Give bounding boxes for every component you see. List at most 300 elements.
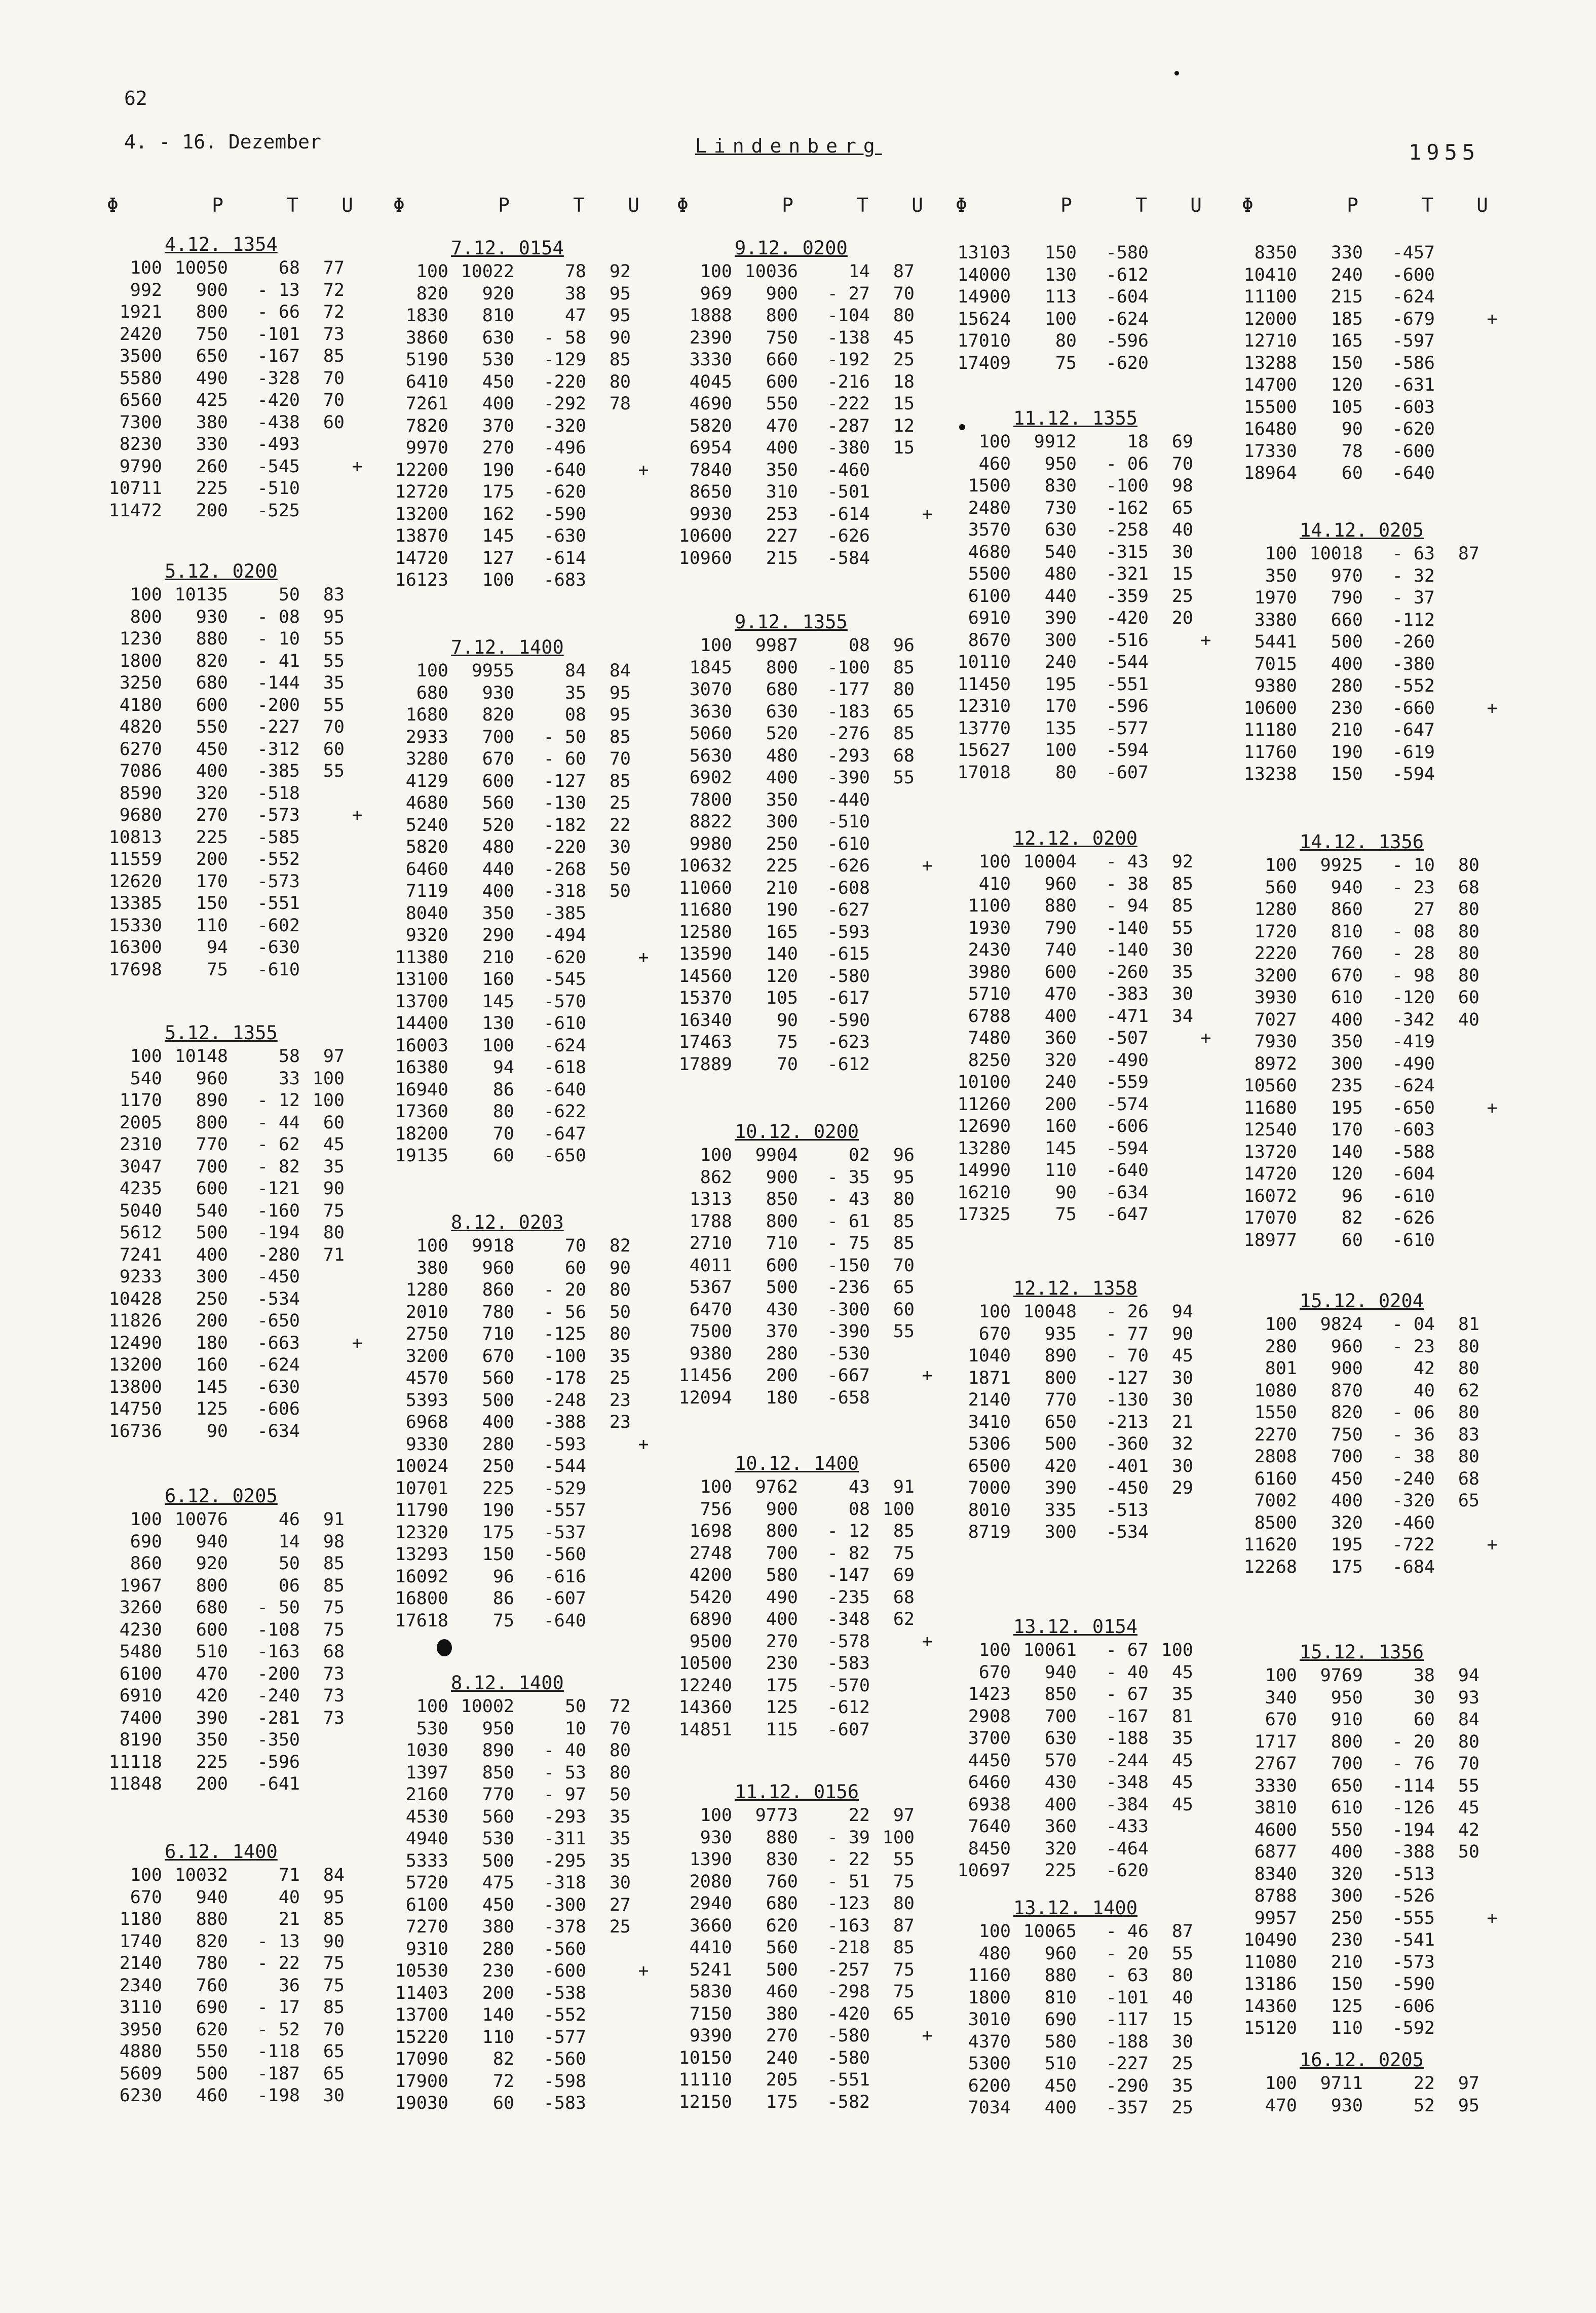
cell-temperature: -260 xyxy=(1392,632,1435,652)
table-row xyxy=(674,393,940,415)
cell-flag xyxy=(1193,330,1219,353)
cell-humidity xyxy=(1435,719,1479,742)
cell-temperature: -624 xyxy=(1392,1076,1435,1096)
cell-humidity xyxy=(870,1010,915,1032)
cell-temperature: 43 xyxy=(848,1477,870,1497)
cell-temperature: -683 xyxy=(543,570,586,590)
cell-humidity: 30 xyxy=(1171,1456,1193,1476)
column-header-row xyxy=(1239,194,1488,216)
cell-flag xyxy=(1193,762,1219,784)
cell-flag xyxy=(1479,353,1505,375)
table-row xyxy=(390,570,656,592)
cell-temperature: -551 xyxy=(257,893,300,914)
column-header-t: T xyxy=(1135,194,1147,216)
cell-geopotential: 9957 xyxy=(1254,1908,1297,1928)
cell-humidity xyxy=(1435,463,1479,485)
column-header-t: T xyxy=(1422,194,1433,216)
cell-flag xyxy=(345,1509,370,1531)
cell-humidity xyxy=(870,943,915,966)
cell-flag xyxy=(345,1597,370,1619)
cell-humidity: 55 xyxy=(323,695,345,715)
cell-flag xyxy=(915,1521,940,1543)
cell-flag xyxy=(631,682,656,705)
cell-humidity xyxy=(586,1983,631,2005)
cell-pressure: 650 xyxy=(1331,1775,1363,1796)
cell-geopotential: 2710 xyxy=(689,1233,732,1254)
cell-humidity: 50 xyxy=(609,1785,631,1805)
cell-pressure: 550 xyxy=(196,2041,228,2062)
cell-temperature: -490 xyxy=(1106,1050,1149,1071)
cell-pressure: 820 xyxy=(196,1931,228,1952)
cell-flag xyxy=(345,849,370,871)
cell-geopotential: 100 xyxy=(130,1046,162,1067)
cell-flag xyxy=(345,672,370,695)
cell-flag xyxy=(1193,1389,1219,1412)
cell-geopotential: 18200 xyxy=(395,1123,448,1144)
cell-temperature: -100 xyxy=(827,657,870,678)
cell-temperature: 70 xyxy=(564,1236,586,1256)
cell-temperature: -610 xyxy=(827,833,870,854)
cell-temperature: 36 xyxy=(278,1975,300,1996)
cell-geopotential: 3980 xyxy=(968,962,1011,982)
cell-geopotential: 10711 xyxy=(108,478,162,499)
cell-pressure: 145 xyxy=(482,526,514,546)
cell-pressure: 10022 xyxy=(461,261,514,282)
table-row xyxy=(104,1354,370,1377)
cell-temperature: -240 xyxy=(1392,1468,1435,1489)
table-row xyxy=(953,895,1219,918)
cell-pressure: 215 xyxy=(766,548,798,568)
table-row xyxy=(390,903,656,925)
table-row xyxy=(953,874,1219,896)
cell-temperature: -188 xyxy=(1106,2031,1149,2052)
table-row xyxy=(674,1981,940,2003)
cell-pressure: 680 xyxy=(766,679,798,700)
cell-flag xyxy=(631,1035,656,1057)
table-row xyxy=(390,504,656,526)
cell-pressure: 660 xyxy=(1331,610,1363,630)
cell-flag xyxy=(915,437,940,460)
cell-humidity xyxy=(870,2069,915,2092)
cell-humidity xyxy=(1149,1816,1193,1838)
cell-pressure: 620 xyxy=(196,2019,228,2040)
cell-flag xyxy=(631,837,656,859)
cell-flag xyxy=(1479,742,1505,764)
cell-flag xyxy=(915,1167,940,1189)
cell-geopotential: 7820 xyxy=(405,415,448,436)
cell-pressure: 400 xyxy=(766,1609,798,1629)
table-row xyxy=(390,1784,656,1806)
cell-humidity: 93 xyxy=(1458,1687,1479,1708)
cell-pressure: 86 xyxy=(492,1079,514,1100)
cell-geopotential: 12720 xyxy=(395,482,448,502)
table-row xyxy=(104,1931,370,1953)
cell-humidity xyxy=(586,1145,631,1167)
cell-humidity xyxy=(586,2071,631,2093)
cell-temperature: -177 xyxy=(827,679,870,700)
cell-pressure: 630 xyxy=(766,701,798,722)
cell-humidity xyxy=(1149,1160,1193,1182)
cell-pressure: 740 xyxy=(1044,940,1077,960)
table-row xyxy=(674,481,940,504)
cell-pressure: 280 xyxy=(482,1434,514,1455)
cell-flag xyxy=(631,1872,656,1894)
cell-temperature: 22 xyxy=(1413,2073,1435,2094)
cell-temperature: -593 xyxy=(543,1434,586,1455)
cell-humidity: 85 xyxy=(323,1909,345,1929)
cell-pressure: 920 xyxy=(196,1553,228,1574)
cell-flag xyxy=(1193,1522,1219,1544)
cell-humidity: 65 xyxy=(893,1277,915,1298)
cell-humidity xyxy=(1435,441,1479,463)
table-row xyxy=(953,1072,1219,1094)
cell-humidity: 68 xyxy=(893,745,915,766)
cell-temperature: -118 xyxy=(257,2041,300,2062)
cell-temperature: -544 xyxy=(1106,652,1149,672)
table-row xyxy=(104,1975,370,1997)
cell-humidity: 85 xyxy=(609,771,631,791)
table-row xyxy=(674,701,940,724)
cell-temperature: - 36 xyxy=(1392,1424,1435,1445)
cell-temperature: -545 xyxy=(257,456,300,477)
table-row xyxy=(1239,943,1505,965)
table-row xyxy=(953,1116,1219,1138)
cell-temperature: -194 xyxy=(1392,1819,1435,1840)
cell-geopotential: 10600 xyxy=(1243,698,1297,718)
cell-temperature: -292 xyxy=(543,394,586,414)
cell-pressure: 400 xyxy=(1331,1009,1363,1030)
cell-pressure: 140 xyxy=(766,944,798,964)
cell-pressure: 690 xyxy=(196,1997,228,2018)
cell-pressure: 150 xyxy=(196,893,228,914)
cell-humidity: 97 xyxy=(893,1805,915,1826)
cell-temperature: -570 xyxy=(543,991,586,1012)
table-row xyxy=(1239,1053,1505,1076)
cell-flag xyxy=(1479,1075,1505,1097)
cell-temperature: -450 xyxy=(1106,1478,1149,1498)
cell-temperature: -321 xyxy=(1106,564,1149,584)
cell-flag xyxy=(631,1544,656,1566)
cell-temperature: -320 xyxy=(1392,1491,1435,1511)
cell-flag xyxy=(915,988,940,1010)
cell-humidity xyxy=(586,437,631,460)
cell-temperature: 40 xyxy=(278,1887,300,1908)
cell-flag xyxy=(915,1189,940,1211)
cell-temperature: -580 xyxy=(827,2026,870,2046)
cell-flag xyxy=(1193,1794,1219,1816)
cell-humidity xyxy=(586,1939,631,1961)
table-row xyxy=(1239,631,1505,654)
cell-flag xyxy=(631,1079,656,1102)
cell-flag xyxy=(345,368,370,390)
cell-pressure: 225 xyxy=(482,1478,514,1499)
table-row xyxy=(104,1134,370,1156)
cell-geopotential: 8650 xyxy=(689,482,732,502)
cell-humidity xyxy=(300,1729,345,1752)
cell-flag xyxy=(1193,718,1219,740)
cell-humidity xyxy=(1435,1512,1479,1535)
cell-flag xyxy=(1193,1072,1219,1094)
cell-flag: + xyxy=(1487,309,1498,329)
cell-pressure: 900 xyxy=(1331,1358,1363,1379)
cell-flag xyxy=(1479,1929,1505,1952)
cell-humidity: 35 xyxy=(609,1806,631,1827)
cell-geopotential: 16003 xyxy=(395,1035,448,1056)
cell-humidity xyxy=(1435,374,1479,397)
cell-geopotential: 14720 xyxy=(395,548,448,568)
table-row xyxy=(104,390,370,412)
table-row xyxy=(674,1697,940,1719)
sounding-block xyxy=(953,826,1219,1226)
cell-geopotential: 17698 xyxy=(108,959,162,980)
table-row xyxy=(674,1010,940,1032)
cell-flag xyxy=(1193,1456,1219,1478)
cell-temperature: -438 xyxy=(257,412,300,433)
cell-geopotential: 14720 xyxy=(1243,1164,1297,1184)
cell-geopotential: 15330 xyxy=(108,915,162,936)
cell-flag xyxy=(345,937,370,959)
cell-temperature: - 70 xyxy=(1106,1346,1149,1366)
cell-pressure: 910 xyxy=(1331,1710,1363,1730)
cell-humidity: 70 xyxy=(323,390,345,410)
cell-temperature: -610 xyxy=(1392,1186,1435,1206)
cell-humidity xyxy=(300,937,345,959)
cell-pressure: 600 xyxy=(482,771,514,791)
cell-flag xyxy=(631,1828,656,1850)
cell-temperature: 22 xyxy=(848,1805,870,1826)
cell-temperature: -126 xyxy=(1392,1798,1435,1818)
table-row xyxy=(1239,1186,1505,1208)
cell-geopotential: 5720 xyxy=(405,1873,448,1893)
sounding-date-time: 16.12. 0205 xyxy=(1300,2049,1424,2071)
table-row xyxy=(390,1279,656,1302)
cell-pressure: 880 xyxy=(1044,896,1077,916)
cell-flag xyxy=(1193,453,1219,476)
table-row xyxy=(953,1522,1219,1544)
cell-geopotential: 5820 xyxy=(405,837,448,857)
cell-geopotential: 13280 xyxy=(957,1138,1011,1159)
cell-pressure: 500 xyxy=(196,1223,228,1243)
table-row xyxy=(953,242,1219,264)
cell-temperature: - 46 xyxy=(1106,1921,1149,1942)
cell-humidity xyxy=(586,1123,631,1146)
table-row xyxy=(390,859,656,881)
cell-humidity: 50 xyxy=(609,881,631,901)
cell-temperature: -258 xyxy=(1106,520,1149,540)
cell-geopotential: 3330 xyxy=(689,350,732,370)
cell-flag xyxy=(345,739,370,761)
cell-geopotential: 1100 xyxy=(968,896,1011,916)
cell-geopotential: 8350 xyxy=(1254,243,1297,263)
table-row xyxy=(104,2085,370,2107)
cell-flag xyxy=(915,1653,940,1675)
cell-flag xyxy=(1479,1996,1505,2018)
cell-temperature: -163 xyxy=(257,1642,300,1662)
cell-geopotential: 1230 xyxy=(119,629,162,649)
cell-temperature: -318 xyxy=(543,1873,586,1893)
cell-flag xyxy=(631,704,656,727)
cell-flag xyxy=(1479,1186,1505,1208)
cell-humidity: 30 xyxy=(1171,2031,1193,2052)
cell-humidity: 22 xyxy=(609,815,631,836)
cell-temperature: -100 xyxy=(543,1346,586,1367)
cell-humidity xyxy=(870,811,915,833)
table-row xyxy=(674,1915,940,1938)
cell-temperature: - 41 xyxy=(257,651,300,671)
table-row xyxy=(104,1752,370,1774)
cell-temperature: -213 xyxy=(1106,1412,1149,1432)
cell-humidity: 80 xyxy=(609,1324,631,1344)
cell-flag xyxy=(915,460,940,482)
table-row xyxy=(674,1167,940,1189)
table-row xyxy=(1239,1534,1505,1557)
cell-geopotential: 1397 xyxy=(405,1762,448,1783)
table-row xyxy=(390,1456,656,1478)
cell-pressure: 190 xyxy=(1331,742,1363,763)
cell-humidity: 70 xyxy=(323,717,345,737)
table-row xyxy=(1239,2073,1505,2095)
cell-geopotential: 2010 xyxy=(405,1302,448,1322)
cell-temperature: -624 xyxy=(1392,287,1435,307)
cell-geopotential: 756 xyxy=(700,1499,732,1520)
cell-flag xyxy=(631,2071,656,2093)
cell-temperature: -577 xyxy=(1106,718,1149,739)
cell-pressure: 800 xyxy=(766,306,798,326)
cell-geopotential: 2748 xyxy=(689,1543,732,1564)
cell-flag xyxy=(1479,654,1505,676)
cell-flag xyxy=(1193,1006,1219,1028)
cell-humidity xyxy=(1435,764,1479,786)
cell-temperature: -620 xyxy=(543,947,586,968)
cell-geopotential: 7270 xyxy=(405,1917,448,1937)
cell-temperature: - 53 xyxy=(543,1762,586,1783)
cell-humidity xyxy=(870,833,915,856)
cell-geopotential: 10410 xyxy=(1243,264,1297,285)
table-row xyxy=(674,504,940,526)
cell-flag xyxy=(345,346,370,368)
cell-temperature: -559 xyxy=(1106,1072,1149,1092)
cell-flag xyxy=(631,771,656,793)
cell-flag xyxy=(1193,586,1219,608)
cell-pressure: 600 xyxy=(766,1255,798,1276)
cell-geopotential: 6100 xyxy=(968,586,1011,606)
cell-pressure: 700 xyxy=(1331,1754,1363,1774)
cell-humidity: 70 xyxy=(609,1718,631,1739)
cell-temperature: -187 xyxy=(257,2063,300,2084)
cell-flag xyxy=(631,727,656,749)
cell-flag xyxy=(631,415,656,438)
table-row xyxy=(953,1943,1219,1965)
table-row xyxy=(1239,1336,1505,1358)
cell-flag xyxy=(1193,1138,1219,1160)
cell-pressure: 320 xyxy=(1044,1838,1077,1859)
cell-geopotential: 1970 xyxy=(1254,588,1297,608)
cell-humidity: 25 xyxy=(893,350,915,370)
cell-geopotential: 16092 xyxy=(395,1566,448,1587)
table-row xyxy=(953,1050,1219,1072)
cell-geopotential: 680 xyxy=(416,682,448,703)
table-row xyxy=(104,1266,370,1288)
cell-geopotential: 16072 xyxy=(1243,1186,1297,1206)
table-row xyxy=(104,1333,370,1355)
cell-pressure: 280 xyxy=(482,1939,514,1959)
cell-temperature: -640 xyxy=(543,460,586,480)
cell-temperature: -631 xyxy=(1392,375,1435,395)
cell-flag xyxy=(1193,851,1219,874)
cell-flag xyxy=(631,1500,656,1522)
cell-pressure: 100 xyxy=(1044,309,1077,329)
cell-pressure: 195 xyxy=(1331,1535,1363,1555)
table-row xyxy=(104,893,370,915)
cell-pressure: 320 xyxy=(1044,1050,1077,1071)
cell-humidity: 83 xyxy=(323,585,345,605)
cell-temperature: 14 xyxy=(848,261,870,282)
cell-temperature: -582 xyxy=(827,2092,870,2112)
cell-temperature: -388 xyxy=(543,1412,586,1432)
cell-temperature: - 08 xyxy=(1392,921,1435,942)
column-header-u: U xyxy=(1190,194,1202,216)
cell-flag xyxy=(631,437,656,460)
cell-geopotential: 7000 xyxy=(968,1478,1011,1498)
table-row xyxy=(953,1412,1219,1434)
cell-temperature: -290 xyxy=(1106,2075,1149,2096)
cell-flag xyxy=(1193,652,1219,674)
table-row xyxy=(674,1565,940,1587)
cell-geopotential: 3950 xyxy=(119,2019,162,2040)
cell-temperature: 38 xyxy=(1413,1665,1435,1686)
table-row xyxy=(390,1872,656,1894)
cell-flag xyxy=(631,1145,656,1167)
table-row xyxy=(390,548,656,570)
cell-temperature: -590 xyxy=(827,1010,870,1031)
table-row xyxy=(953,1182,1219,1204)
cell-geopotential: 13100 xyxy=(395,969,448,990)
cell-pressure: 9824 xyxy=(1320,1314,1363,1335)
table-row xyxy=(104,1222,370,1244)
cell-humidity: 75 xyxy=(893,1543,915,1564)
cell-temperature: -585 xyxy=(257,827,300,848)
cell-humidity: 97 xyxy=(1458,2073,1479,2094)
sounding-block xyxy=(390,1671,656,2115)
cell-geopotential: 9310 xyxy=(405,1939,448,1959)
cell-geopotential: 930 xyxy=(700,1827,732,1848)
cell-humidity xyxy=(1435,1534,1479,1557)
cell-flag xyxy=(915,943,940,966)
cell-geopotential: 12710 xyxy=(1243,331,1297,351)
cell-humidity xyxy=(1149,1094,1193,1116)
cell-flag: + xyxy=(1487,1097,1498,1118)
cell-temperature: -390 xyxy=(827,1321,870,1342)
cell-geopotential: 1830 xyxy=(405,306,448,326)
cell-pressure: 225 xyxy=(766,856,798,876)
cell-humidity xyxy=(1435,654,1479,676)
cell-temperature: - 35 xyxy=(827,1167,870,1188)
table-row xyxy=(104,1887,370,1909)
cell-geopotential: 1390 xyxy=(689,1849,732,1870)
cell-pressure: 60 xyxy=(492,2093,514,2113)
cell-geopotential: 14360 xyxy=(678,1697,732,1718)
table-row xyxy=(104,1553,370,1575)
cell-flag xyxy=(345,584,370,606)
column-header-t: T xyxy=(573,194,585,216)
cell-humidity xyxy=(1149,652,1193,674)
table-row xyxy=(1239,1753,1505,1775)
cell-pressure: 10135 xyxy=(174,585,228,605)
cell-temperature: -620 xyxy=(1106,353,1149,373)
cell-pressure: 810 xyxy=(482,306,514,326)
cell-geopotential: 7930 xyxy=(1254,1032,1297,1052)
cell-flag xyxy=(345,1575,370,1598)
